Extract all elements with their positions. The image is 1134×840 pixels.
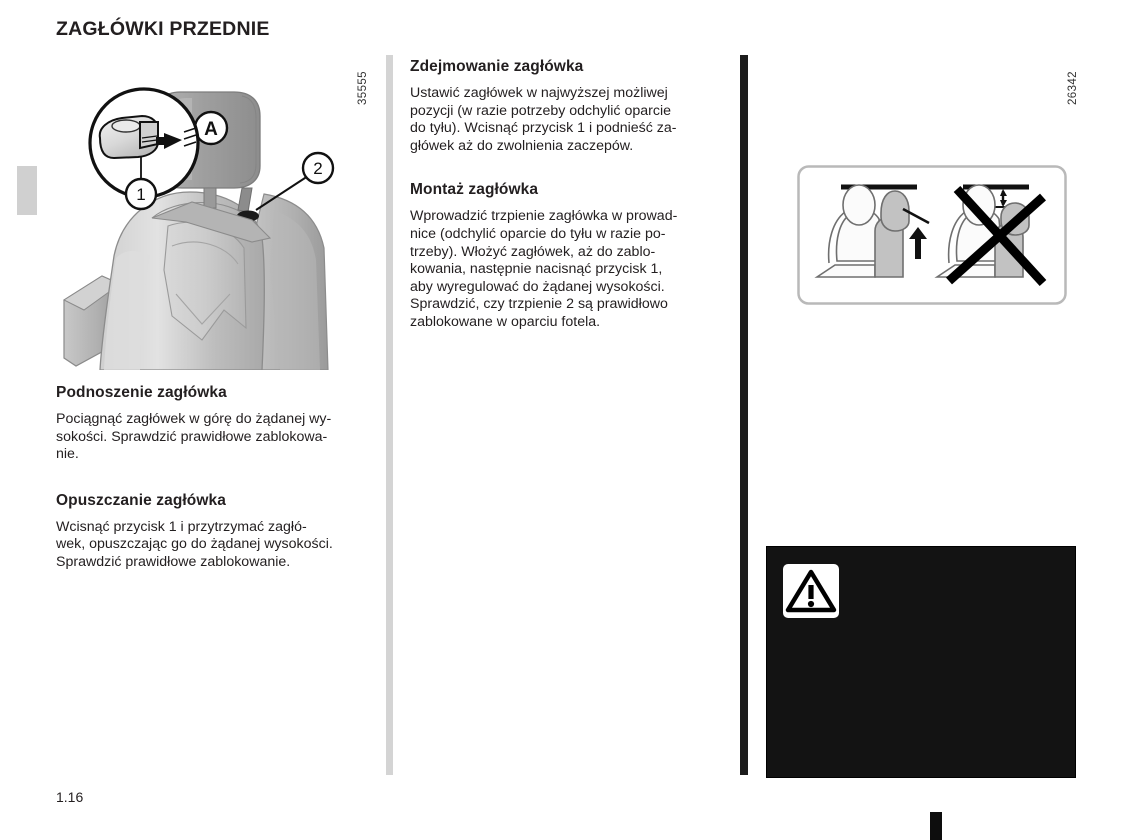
text-line: Sprawdzić prawidłowe zablokowanie. — [56, 553, 291, 570]
text-line: Wprowadzić trzpienie zagłówka w prowad- — [410, 208, 678, 225]
text-line: zablokowane w oparciu fotela. — [410, 313, 601, 330]
spacer — [410, 155, 725, 181]
text-line: do tyłu). Wcisnąć przycisk 1 i podnieść za- — [410, 120, 677, 137]
middle-column — [410, 58, 725, 332]
text-line: sokości. Sprawdzić prawidłowe zablokowa- — [56, 428, 328, 445]
chapter-edge-tab — [17, 166, 37, 215]
text-line: nie. — [56, 446, 79, 463]
heading-zdejmowanie-zaglowka: Zdejmowanie zagłówka — [410, 58, 584, 75]
text-line: Ustawić zagłówek w najwyższej możliwej — [410, 85, 668, 101]
text-line: Wcisnąć przycisk 1 i przytrzymać zagłó- — [56, 518, 307, 535]
callout-2-label: 2 — [313, 159, 323, 178]
page-number: 1.16 — [56, 789, 84, 805]
text-line: nice (odchylić oparcie do tyłu w razie po- — [410, 225, 666, 242]
text-line: Pociągnąć zagłówek w górę do żądanej wy- — [56, 411, 332, 427]
text-line: główek aż do zwolnienia zaczepów. — [410, 137, 634, 154]
page-title: ZAGŁÓWKI PRZEDNIE — [56, 18, 270, 40]
heading-opuszczanie-zaglowka: Opuszczanie zagłówka — [56, 491, 226, 509]
heading-montaz-zaglowka: Montaż zagłówka — [410, 181, 539, 199]
warning-box — [766, 546, 1076, 778]
text-line: trzeby). Włożyć zagłówek, aż do zablo- — [410, 243, 656, 260]
warning-triangle-icon — [783, 564, 839, 618]
bottom-edge-marker — [930, 812, 942, 840]
callout-1-label: 1 — [136, 185, 146, 204]
column-separator-dark — [740, 55, 748, 775]
callout-A-label: A — [204, 119, 218, 140]
paragraph-zdejmowanie-zaglowka — [410, 85, 725, 155]
heading-podnoszenie-zaglowka: Podnoszenie zagłówka — [56, 384, 227, 401]
headrest-position-illustration — [797, 165, 1067, 305]
figure-number-right: 26342 — [1067, 71, 1079, 105]
left-column — [56, 70, 344, 572]
text-line: Sprawdzić, czy trzpienie 2 są prawidłowo — [410, 296, 668, 313]
paragraph-opuszczanie-zaglowka — [56, 519, 344, 572]
column-separator-light — [386, 55, 393, 775]
paragraph-podnoszenie-zaglowka — [56, 411, 344, 464]
figure-number-left: 35555 — [357, 71, 369, 105]
seat-headrest-illustration — [56, 70, 344, 370]
text-line: wek, opuszczając go do żądanej wysokości. — [56, 536, 333, 553]
paragraph-montaz-zaglowka — [410, 208, 725, 331]
text-line: pozycji (w razie potrzeby odchylić oparcie — [410, 102, 672, 119]
spacer — [56, 464, 344, 492]
text-line: aby wyregulować do żądanej wysokości. — [410, 278, 665, 295]
text-line: kowania, następnie nacisnąć przycisk 1, — [410, 261, 663, 278]
